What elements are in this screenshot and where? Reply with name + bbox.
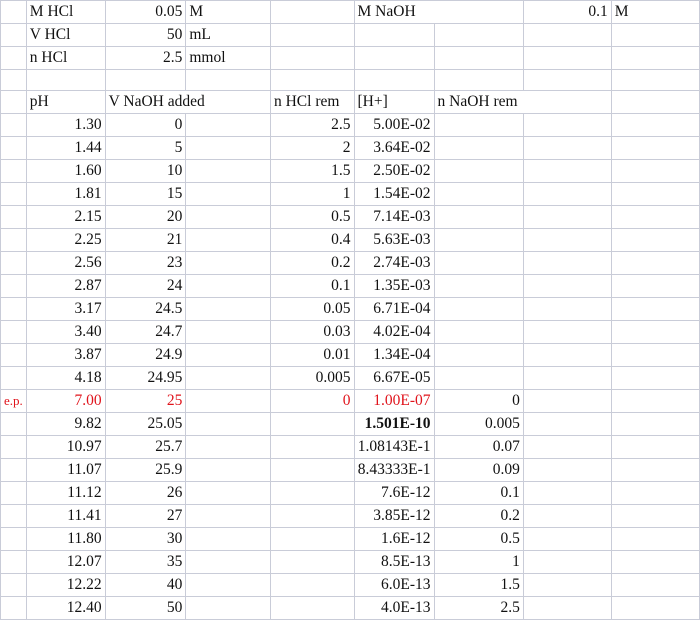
n-naoh-rem-cell[interactable] [434,137,523,160]
row-label-cell[interactable] [1,344,27,367]
n-hcl-rem-cell[interactable] [270,459,354,482]
table-row [1,436,700,459]
v-naoh-cell[interactable]: 50 [105,597,186,620]
table-row [1,275,700,298]
header-ph[interactable]: pH [26,91,105,114]
n-hcl-rem-cell[interactable] [270,574,354,597]
empty-cell[interactable] [523,183,611,206]
m-naoh-value[interactable]: 0.1 [523,1,611,24]
header-row [1,91,700,114]
n-hcl-rem-cell[interactable]: 1 [270,183,354,206]
empty-cell[interactable] [523,413,611,436]
empty-cell[interactable] [186,252,271,275]
table-row [1,344,700,367]
header-v-naoh[interactable]: V NaOH added [105,91,270,114]
empty-cell[interactable] [186,160,271,183]
table-row [1,137,700,160]
n-hcl-rem-cell[interactable] [270,551,354,574]
h-plus-cell[interactable]: 8.5E-13 [354,551,434,574]
param-row-n-hcl [1,47,700,70]
row-label-cell[interactable] [1,160,27,183]
table-row [1,528,700,551]
h-plus-cell[interactable]: 6.67E-05 [354,367,434,390]
param-row-v-hcl [1,24,700,47]
table-row [1,413,700,436]
empty-cell[interactable] [186,482,271,505]
empty-cell[interactable] [523,597,611,620]
h-plus-cell[interactable]: 1.6E-12 [354,528,434,551]
n-hcl-rem-cell[interactable] [270,413,354,436]
empty-cell[interactable] [523,160,611,183]
n-naoh-rem-cell[interactable]: 0.005 [434,413,523,436]
header-n-hcl-rem[interactable]: n HCl rem [270,91,354,114]
ph-cell[interactable]: 1.81 [26,183,105,206]
empty-cell[interactable] [523,390,611,413]
n-hcl-rem-cell[interactable]: 0.005 [270,367,354,390]
empty-cell[interactable] [523,137,611,160]
empty-cell[interactable] [611,482,699,505]
row-label-cell[interactable] [1,459,27,482]
empty-cell[interactable] [611,160,699,183]
empty-cell[interactable] [186,183,271,206]
n-naoh-rem-cell[interactable] [434,206,523,229]
ph-cell[interactable]: 2.87 [26,275,105,298]
n-hcl-rem-cell[interactable]: 0.01 [270,344,354,367]
empty-cell[interactable] [523,275,611,298]
n-hcl-rem-cell[interactable] [270,597,354,620]
h-plus-cell[interactable]: 1.35E-03 [354,275,434,298]
m-naoh-unit[interactable]: M [611,1,699,24]
empty-cell[interactable] [523,367,611,390]
empty-cell[interactable] [611,137,699,160]
row-label-cell[interactable] [1,597,27,620]
empty-cell[interactable] [611,206,699,229]
empty-cell[interactable] [523,459,611,482]
empty-cell[interactable] [611,114,699,137]
n-hcl-unit[interactable]: mmol [186,47,271,70]
n-hcl-rem-cell[interactable] [270,505,354,528]
row-label-cell[interactable] [1,367,27,390]
v-naoh-cell[interactable]: 24 [105,275,186,298]
h-plus-cell[interactable]: 3.85E-12 [354,505,434,528]
header-h-plus[interactable]: [H+] [354,91,434,114]
v-naoh-cell[interactable]: 27 [105,505,186,528]
h-plus-cell[interactable]: 4.0E-13 [354,597,434,620]
ph-cell[interactable]: 1.44 [26,137,105,160]
empty-cell[interactable] [523,436,611,459]
h-plus-cell[interactable]: 1.08143E-1 [354,436,434,459]
v-naoh-cell[interactable]: 25.9 [105,459,186,482]
n-hcl-rem-cell[interactable]: 0.03 [270,321,354,344]
v-naoh-cell[interactable]: 26 [105,482,186,505]
h-plus-cell[interactable]: 4.02E-04 [354,321,434,344]
row-label-cell[interactable] [1,298,27,321]
ph-cell[interactable]: 11.41 [26,505,105,528]
ph-cell[interactable]: 10.97 [26,436,105,459]
empty-cell[interactable] [186,298,271,321]
v-naoh-cell[interactable]: 25.7 [105,436,186,459]
table-row [1,252,700,275]
h-plus-cell[interactable]: 6.0E-13 [354,574,434,597]
ph-cell[interactable]: 2.15 [26,206,105,229]
ph-cell[interactable]: 11.80 [26,528,105,551]
row-label-cell[interactable] [1,528,27,551]
ph-cell[interactable]: 1.60 [26,160,105,183]
row-label-cell[interactable] [1,551,27,574]
ph-cell[interactable]: 12.40 [26,597,105,620]
empty-cell[interactable] [186,436,271,459]
empty-cell[interactable] [611,597,699,620]
n-naoh-rem-cell[interactable] [434,252,523,275]
v-hcl-value[interactable]: 50 [105,24,186,47]
v-naoh-cell[interactable]: 30 [105,528,186,551]
row-label-cell[interactable] [1,321,27,344]
empty-cell[interactable] [186,367,271,390]
empty-cell[interactable] [611,344,699,367]
n-naoh-rem-cell[interactable]: 2.5 [434,597,523,620]
n-naoh-rem-cell[interactable] [434,114,523,137]
n-naoh-rem-cell[interactable] [434,160,523,183]
ph-cell[interactable]: 4.18 [26,367,105,390]
empty-cell[interactable] [186,344,271,367]
v-naoh-cell[interactable]: 10 [105,160,186,183]
h-plus-cell[interactable]: 5.00E-02 [354,114,434,137]
empty-cell[interactable] [523,528,611,551]
table-row [1,321,700,344]
n-hcl-rem-cell[interactable]: 2.5 [270,114,354,137]
h-plus-cell[interactable]: 5.63E-03 [354,229,434,252]
ph-cell[interactable]: 2.25 [26,229,105,252]
row-label-cell[interactable] [1,413,27,436]
h-plus-cell[interactable]: 1.54E-02 [354,183,434,206]
empty-cell[interactable] [186,505,271,528]
ph-cell[interactable]: 12.22 [26,574,105,597]
empty-cell[interactable] [186,551,271,574]
empty-cell[interactable] [186,137,271,160]
table-row [1,206,700,229]
empty-cell[interactable] [523,321,611,344]
blank-row [1,70,700,91]
n-naoh-rem-cell[interactable] [434,367,523,390]
ph-cell[interactable]: 9.82 [26,413,105,436]
empty-cell[interactable] [611,183,699,206]
empty-cell[interactable] [523,505,611,528]
empty-cell[interactable] [523,298,611,321]
empty-cell[interactable] [611,275,699,298]
v-hcl-label[interactable]: V HCl [26,24,105,47]
empty-cell[interactable] [611,298,699,321]
row-label-cell[interactable] [1,436,27,459]
n-hcl-label[interactable]: n HCl [26,47,105,70]
row-label-cell[interactable] [1,114,27,137]
ph-cell[interactable]: 1.30 [26,114,105,137]
empty-cell[interactable] [186,114,271,137]
h-plus-cell[interactable]: 7.6E-12 [354,482,434,505]
table-row [1,390,700,413]
empty-cell[interactable] [523,344,611,367]
n-naoh-rem-cell[interactable]: 0.2 [434,505,523,528]
n-hcl-rem-cell[interactable]: 1.5 [270,160,354,183]
ph-cell[interactable]: 12.07 [26,551,105,574]
m-naoh-label[interactable]: M NaOH [354,1,523,24]
n-hcl-rem-cell[interactable]: 0.4 [270,229,354,252]
empty-cell[interactable] [186,275,271,298]
empty-cell[interactable] [523,252,611,275]
h-plus-cell[interactable]: 1.34E-04 [354,344,434,367]
empty-cell[interactable] [611,413,699,436]
table-row [1,183,700,206]
empty-cell[interactable] [523,206,611,229]
v-naoh-cell[interactable]: 5 [105,137,186,160]
empty-cell[interactable] [611,252,699,275]
ph-cell[interactable]: 11.07 [26,459,105,482]
v-naoh-cell[interactable]: 24.7 [105,321,186,344]
empty-cell[interactable] [611,367,699,390]
h-plus-cell[interactable]: 6.71E-04 [354,298,434,321]
v-naoh-cell[interactable]: 23 [105,252,186,275]
row-label-cell[interactable] [1,574,27,597]
table-row [1,229,700,252]
table-row [1,505,700,528]
table-row [1,367,700,390]
empty-cell[interactable] [523,574,611,597]
v-naoh-cell[interactable]: 24.95 [105,367,186,390]
v-naoh-cell[interactable]: 25 [105,390,186,413]
ph-cell[interactable]: 3.17 [26,298,105,321]
ph-cell[interactable]: 3.87 [26,344,105,367]
m-hcl-label[interactable]: M HCl [26,1,105,24]
table-row [1,298,700,321]
empty-cell[interactable] [611,505,699,528]
ph-cell[interactable]: 2.56 [26,252,105,275]
n-hcl-rem-cell[interactable]: 0 [270,390,354,413]
empty-cell[interactable] [186,321,271,344]
h-plus-cell[interactable]: 1.00E-07 [354,390,434,413]
m-hcl-unit[interactable]: M [186,1,271,24]
v-naoh-cell[interactable]: 15 [105,183,186,206]
empty-cell[interactable] [186,459,271,482]
empty-cell[interactable] [186,390,271,413]
empty-cell[interactable] [611,459,699,482]
n-hcl-rem-cell[interactable]: 0.1 [270,275,354,298]
empty-cell[interactable] [523,114,611,137]
empty-cell[interactable] [523,482,611,505]
empty-cell[interactable] [611,229,699,252]
v-hcl-unit[interactable]: mL [186,24,271,47]
n-naoh-rem-cell[interactable]: 0.5 [434,528,523,551]
table-row [1,114,700,137]
h-plus-cell[interactable]: 2.74E-03 [354,252,434,275]
n-hcl-rem-cell[interactable]: 0.05 [270,298,354,321]
v-naoh-cell[interactable]: 21 [105,229,186,252]
empty-cell[interactable] [186,206,271,229]
n-naoh-rem-cell[interactable] [434,344,523,367]
v-naoh-cell[interactable]: 40 [105,574,186,597]
empty-cell[interactable] [523,551,611,574]
param-row-m-hcl [1,1,700,24]
empty-cell[interactable] [186,528,271,551]
n-naoh-rem-cell[interactable] [434,321,523,344]
empty-cell[interactable] [186,229,271,252]
v-naoh-cell[interactable]: 20 [105,206,186,229]
row-label-cell[interactable] [1,482,27,505]
table-row [1,482,700,505]
row-label-cell[interactable] [1,137,27,160]
row-label-cell[interactable] [1,206,27,229]
empty-cell[interactable] [611,528,699,551]
empty-cell[interactable] [611,390,699,413]
n-naoh-rem-cell[interactable]: 1 [434,551,523,574]
empty-cell[interactable] [611,551,699,574]
n-naoh-rem-cell[interactable] [434,183,523,206]
n-hcl-rem-cell[interactable]: 0.2 [270,252,354,275]
row-label-cell[interactable] [1,252,27,275]
n-hcl-rem-cell[interactable] [270,436,354,459]
h-plus-cell[interactable]: 8.43333E-1 [354,459,434,482]
n-naoh-rem-cell[interactable]: 0.09 [434,459,523,482]
ph-cell[interactable]: 11.12 [26,482,105,505]
row-label-cell[interactable] [1,505,27,528]
n-naoh-rem-cell[interactable] [434,275,523,298]
m-hcl-value[interactable]: 0.05 [105,1,186,24]
v-naoh-cell[interactable]: 0 [105,114,186,137]
empty-cell[interactable] [611,321,699,344]
ph-cell[interactable]: 7.00 [26,390,105,413]
h-plus-cell[interactable]: 2.50E-02 [354,160,434,183]
n-naoh-rem-cell[interactable] [434,298,523,321]
empty-cell[interactable] [523,229,611,252]
empty-cell[interactable] [186,574,271,597]
empty-cell[interactable] [186,413,271,436]
table-row [1,459,700,482]
n-hcl-rem-cell[interactable]: 0.5 [270,206,354,229]
n-naoh-rem-cell[interactable] [434,229,523,252]
n-hcl-rem-cell[interactable] [270,482,354,505]
ph-cell[interactable]: 3.40 [26,321,105,344]
n-hcl-rem-cell[interactable] [270,528,354,551]
empty-cell[interactable] [186,597,271,620]
n-naoh-rem-cell[interactable]: 1.5 [434,574,523,597]
n-hcl-rem-cell[interactable]: 2 [270,137,354,160]
h-plus-cell[interactable]: 1.501E-10 [354,413,434,436]
v-naoh-cell[interactable]: 25.05 [105,413,186,436]
v-naoh-cell[interactable]: 35 [105,551,186,574]
n-naoh-rem-cell[interactable]: 0 [434,390,523,413]
header-n-naoh-rem[interactable]: n NaOH rem [434,91,611,114]
row-label-cell[interactable] [1,275,27,298]
n-naoh-rem-cell[interactable]: 0.07 [434,436,523,459]
row-label-cell[interactable] [1,183,27,206]
n-naoh-rem-cell[interactable]: 0.1 [434,482,523,505]
v-naoh-cell[interactable]: 24.9 [105,344,186,367]
ep-label[interactable]: e.p. [1,390,27,413]
table-row [1,597,700,620]
empty-cell[interactable] [611,436,699,459]
table-row [1,160,700,183]
v-naoh-cell[interactable]: 24.5 [105,298,186,321]
n-hcl-value[interactable]: 2.5 [105,47,186,70]
table-row [1,574,700,597]
empty-cell[interactable] [611,574,699,597]
row-label-cell[interactable] [1,229,27,252]
table-row [1,551,700,574]
h-plus-cell[interactable]: 3.64E-02 [354,137,434,160]
h-plus-cell[interactable]: 7.14E-03 [354,206,434,229]
